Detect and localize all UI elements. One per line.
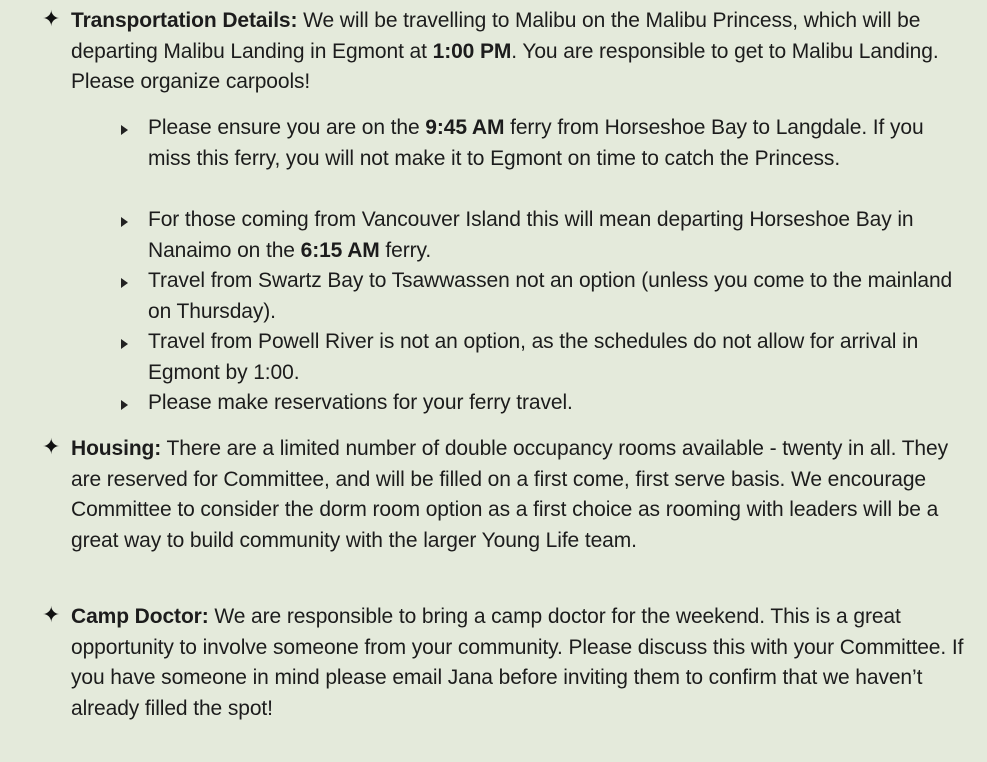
list-item-text: Travel from Powell River is not an option, as the schedules do not allow for arrival in Egmont by 1:00. — [148, 330, 919, 384]
departure-time: 1:00 PM — [432, 39, 512, 63]
housing-paragraph — [71, 434, 971, 556]
housing-text: There are a limited number of double occupancy rooms available - twenty in all. They are reserved for Committee, and will be filled on a first come, first serve basis. We encourage Committee to consider the dorm room option as a first choice as rooming with leaders will be a great way to build community with the larger Young Life team. — [71, 437, 948, 552]
triangle-right-icon — [121, 339, 128, 349]
island-ferry-time-bold: 6:15 AM — [300, 238, 380, 262]
star-bullet-icon: ✦ — [42, 434, 61, 459]
transportation-text-2: . You are responsible to get to Malibu Landing. Please organize carpools! — [71, 39, 939, 93]
camp-doctor-heading: Camp Doctor: — [71, 605, 209, 628]
list-item-text: For those coming from Vancouver Island this will mean departing Horseshoe Bay in Nanaimo on the 6:15 AM ferry. — [148, 208, 914, 262]
star-bullet-icon: ✦ — [42, 602, 61, 627]
star-bullet-icon: ✦ — [42, 6, 61, 31]
housing-heading: Housing: — [71, 437, 162, 460]
list-item-text: Please ensure you are on the 9:45 AM ferry from Horseshoe Bay to Langdale. If you miss this ferry, you will not make it to Egmont on time to catch the Princess. — [148, 116, 924, 170]
camp-doctor-text: We are responsible to bring a camp doctor for the weekend. This is a great opportunity to involve someone from your community. Please discuss this with your Committee. If you have someone in mind please email Jana before inviting them to confirm that we haven’t already filled the spot! — [71, 605, 964, 720]
transportation-heading: Transportation Details: — [71, 9, 298, 32]
camp-doctor-paragraph — [71, 602, 971, 724]
ferry-time-bold: 9:45 AM — [425, 116, 505, 139]
list-item-text: Please make reservations for your ferry travel. — [148, 391, 573, 414]
triangle-right-icon — [121, 217, 128, 227]
transportation-paragraph — [71, 6, 971, 98]
triangle-right-icon — [121, 125, 128, 135]
list-item-text: Travel from Swartz Bay to Tsawwassen not an option (unless you come to the mainland on Thursday). — [148, 269, 953, 323]
triangle-right-icon — [121, 400, 128, 410]
transportation-text-1: We will be travelling to Malibu on the Malibu Princess, which will be departing Malibu Landing in Egmont at — [71, 9, 921, 63]
triangle-right-icon — [121, 278, 128, 288]
